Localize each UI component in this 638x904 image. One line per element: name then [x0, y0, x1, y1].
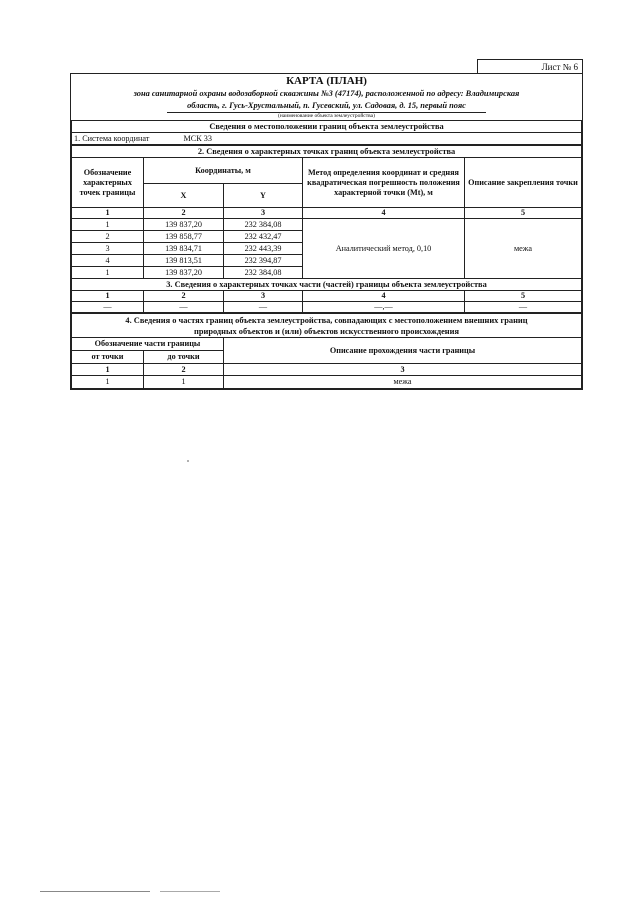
col-part-header: Обозначение части границы [72, 338, 224, 351]
document-frame [70, 73, 583, 390]
coord-system-value: МСК 33 [182, 133, 582, 145]
desc-value: межа [465, 219, 582, 279]
col-number: 2 [144, 208, 224, 219]
document-title: КАРТА (ПЛАН) [286, 75, 367, 87]
col-number: 3 [224, 364, 582, 376]
empty-dash: — [224, 302, 303, 313]
col-coords-header: Координаты, м [144, 158, 303, 184]
col-number: 4 [303, 208, 465, 219]
col-desc-header: Описание закрепления точки [465, 158, 582, 208]
point-y: 232 384,08 [224, 219, 303, 231]
part-desc: межа [224, 376, 582, 389]
point-id: 1 [72, 267, 144, 279]
table-row [72, 376, 582, 389]
method-value: Аналитический метод, 0,10 [303, 219, 465, 279]
coord-system-label: 1. Система координат [72, 133, 182, 145]
characteristic-points-table [71, 145, 582, 313]
point-x: 139 834,71 [144, 243, 224, 255]
table-row [72, 219, 582, 231]
section4-heading [72, 314, 582, 338]
footer-rule [40, 891, 150, 892]
col-number: 1 [72, 208, 144, 219]
section4-heading-line2: природных объектов и (или) объектов искусственного происхождения [194, 326, 459, 336]
col-method-header: Метод определения координат и средняя квадратическая погрешность положения характерной точки (Mt), м [303, 158, 465, 208]
section4-heading-line1: 4. Сведения о частях границ объекта землеустройства, совпадающих с местоположением внешних границ [125, 315, 528, 325]
col-number: 5 [465, 291, 582, 302]
col-number: 4 [303, 291, 465, 302]
empty-dash: — [465, 302, 582, 313]
location-heading: Сведения о местоположении границ объекта землеустройства [72, 121, 582, 133]
col-path-desc-header: Описание прохождения части границы [224, 338, 582, 364]
empty-dash: — [72, 302, 144, 313]
point-x: 139 837,20 [144, 267, 224, 279]
empty-dash: —,— [303, 302, 465, 313]
col-number: 2 [144, 364, 224, 376]
point-x: 139 858,77 [144, 231, 224, 243]
empty-dash: — [144, 302, 224, 313]
point-y: 232 432,47 [224, 231, 303, 243]
footer-rule [160, 891, 220, 892]
col-number: 3 [224, 291, 303, 302]
location-table [71, 120, 582, 145]
col-from-header: от точки [72, 351, 144, 364]
document-subtitle-2: область, г. Гусь-Хрустальный, п. Гусевский, ул. Садовая, д. 15, первый пояс [187, 101, 466, 110]
col-number: 1 [72, 291, 144, 302]
scan-speck [187, 460, 189, 462]
document-subtitle-1: зона санитарной охраны водозаборной скважины №3 (47174), расположенной по адресу: Владимирская [133, 89, 520, 98]
col-to-header: до точки [144, 351, 224, 364]
point-id: 3 [72, 243, 144, 255]
col-x-header: X [144, 184, 224, 208]
point-y: 232 394,87 [224, 255, 303, 267]
col-number: 2 [144, 291, 224, 302]
point-id: 1 [72, 219, 144, 231]
col-number: 5 [465, 208, 582, 219]
point-id: 4 [72, 255, 144, 267]
object-caption: (наименование объекта землеустройства) [167, 112, 486, 120]
col-y-header: Y [224, 184, 303, 208]
sheet-number: Лист № 6 [477, 59, 583, 74]
point-id: 2 [72, 231, 144, 243]
point-x: 139 813,51 [144, 255, 224, 267]
section2-heading: 2. Сведения о характерных точках границ объекта землеустройства [72, 146, 582, 158]
part-to: 1 [144, 376, 224, 389]
point-x: 139 837,20 [144, 219, 224, 231]
boundary-parts-table [71, 313, 582, 389]
col-point-header: Обозначение характерных точек границы [72, 158, 144, 208]
col-number: 3 [224, 208, 303, 219]
section3-heading: 3. Сведения о характерных точках части (частей) границы объекта землеустройства [72, 279, 582, 291]
point-y: 232 443,39 [224, 243, 303, 255]
point-y: 232 384,08 [224, 267, 303, 279]
part-from: 1 [72, 376, 144, 389]
table-row [72, 302, 582, 313]
col-number: 1 [72, 364, 144, 376]
